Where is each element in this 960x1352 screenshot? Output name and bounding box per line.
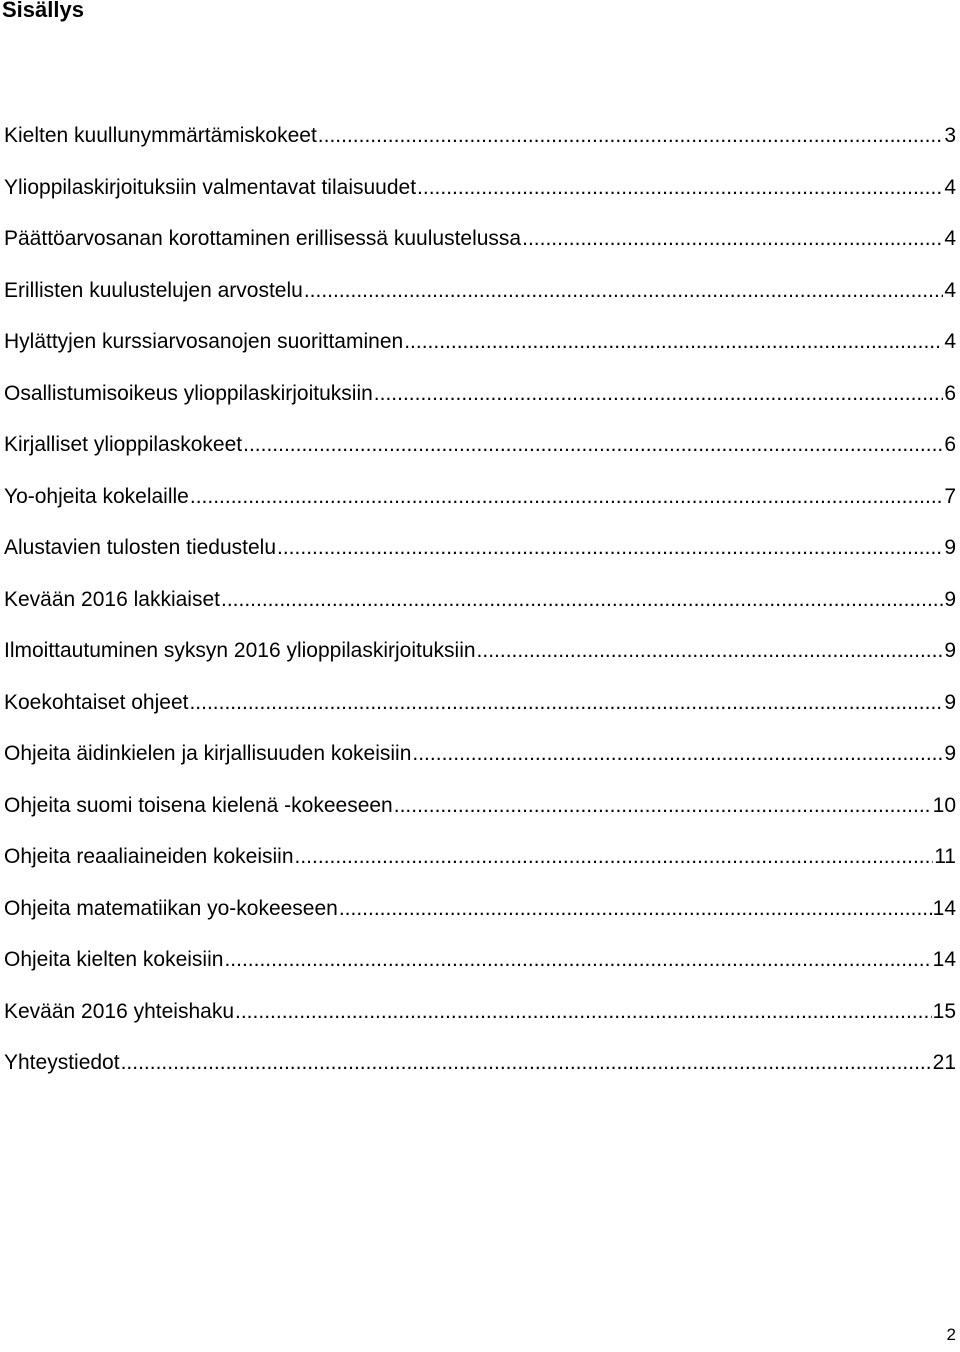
toc-entry-title: Osallistumisoikeus ylioppilaskirjoituksiin <box>4 381 373 405</box>
toc-dot-leader <box>304 271 943 311</box>
toc-entry[interactable] <box>4 837 956 889</box>
toc-dot-leader <box>477 631 944 671</box>
toc-dot-leader <box>374 374 944 414</box>
toc-entry[interactable] <box>4 271 956 323</box>
toc-entry[interactable] <box>4 374 956 426</box>
toc-entry-page: 14 <box>932 948 956 971</box>
toc-entry[interactable] <box>4 477 956 529</box>
toc-entry-title: Kielten kuullunymmärtämiskokeet <box>4 124 317 147</box>
toc-entry-page: 7 <box>944 484 956 508</box>
toc-dot-leader <box>243 425 943 465</box>
toc-entry-title: Ohjeita kielten kokeisiin <box>4 948 224 971</box>
toc-dot-leader <box>189 683 943 723</box>
toc-entry-title: Yhteystiedot <box>4 1051 120 1074</box>
toc-entry-title: Ohjeita matematiikan yo-kokeeseen <box>4 896 338 920</box>
toc-entry-page: 11 <box>934 845 956 868</box>
toc-entry[interactable] <box>4 940 956 992</box>
toc-entry-page: 9 <box>944 742 956 765</box>
toc-dot-leader <box>277 528 943 568</box>
toc-entry[interactable] <box>4 889 956 941</box>
toc-entry-page: 10 <box>932 793 956 817</box>
toc-entry[interactable] <box>4 631 956 683</box>
toc-entry[interactable] <box>4 168 956 220</box>
toc-entry-page: 6 <box>944 381 956 405</box>
toc-entry-title: Ilmoittautuminen syksyn 2016 ylioppilaskirjoituksiin <box>4 639 476 662</box>
toc-entry-title: Hylättyjen kurssiarvosanojen suorittaminen <box>4 330 404 353</box>
toc-entry-page: 4 <box>944 330 956 353</box>
toc-entry-title: Kevään 2016 yhteishaku <box>4 999 235 1023</box>
toc-entry-page: 9 <box>944 536 956 559</box>
toc-entry-page: 4 <box>944 227 956 250</box>
toc-heading: Sisällys <box>2 0 84 22</box>
toc-entry-page: 9 <box>944 639 956 662</box>
toc-entry-page: 15 <box>932 999 956 1023</box>
page-number: 2 <box>946 1325 956 1344</box>
toc-entry-title: Koekohtaiset ohjeet <box>4 690 189 714</box>
toc-entry-title: Ohjeita reaaliaineiden kokeisiin <box>4 845 294 868</box>
toc-entry-page: 14 <box>932 896 956 920</box>
toc-dot-leader <box>224 940 931 980</box>
toc-dot-leader <box>121 1043 932 1083</box>
toc-entry-title: Erillisten kuulustelujen arvostelu <box>4 278 303 302</box>
toc-entry[interactable] <box>4 1043 956 1095</box>
toc-dot-leader <box>190 477 943 517</box>
toc-entry-page: 4 <box>944 278 956 302</box>
toc-entry-title: Alustavien tulosten tiedustelu <box>4 536 277 559</box>
toc-entry[interactable] <box>4 786 956 838</box>
toc-entry-title: Päättöarvosanan korottaminen erillisessä kuulustelussa <box>4 227 522 250</box>
table-of-contents <box>4 116 956 1095</box>
toc-entry[interactable] <box>4 219 956 271</box>
toc-entry-page: 21 <box>932 1051 956 1074</box>
toc-entry-page: 3 <box>944 124 956 147</box>
toc-dot-leader <box>295 837 934 877</box>
toc-dot-leader <box>417 168 943 208</box>
toc-entry[interactable] <box>4 528 956 580</box>
toc-entry-page: 9 <box>944 587 956 611</box>
toc-entry-title: Ohjeita suomi toisena kielenä -kokeeseen <box>4 793 393 817</box>
toc-dot-leader <box>318 116 944 156</box>
toc-entry-page: 9 <box>944 690 956 714</box>
toc-dot-leader <box>404 322 943 362</box>
toc-dot-leader <box>394 786 932 826</box>
toc-entry-title: Ohjeita äidinkielen ja kirjallisuuden kokeisiin <box>4 742 412 765</box>
toc-entry-title: Kevään 2016 lakkiaiset <box>4 587 220 611</box>
toc-entry-title: Yo-ohjeita kokelaille <box>4 484 189 508</box>
toc-entry[interactable] <box>4 116 956 168</box>
toc-entry[interactable] <box>4 425 956 477</box>
toc-entry[interactable] <box>4 580 956 632</box>
toc-entry-title: Kirjalliset ylioppilaskokeet <box>4 433 243 456</box>
toc-entry[interactable] <box>4 992 956 1044</box>
toc-dot-leader <box>412 734 943 774</box>
toc-dot-leader <box>235 992 932 1032</box>
toc-entry-title: Ylioppilaskirjoituksiin valmentavat tilaisuudet <box>4 175 417 199</box>
toc-entry[interactable] <box>4 683 956 735</box>
toc-entry-page: 4 <box>944 175 956 199</box>
toc-dot-leader <box>339 889 932 929</box>
toc-dot-leader <box>221 580 943 620</box>
toc-entry[interactable] <box>4 734 956 786</box>
toc-entry-page: 6 <box>944 433 956 456</box>
toc-entry[interactable] <box>4 322 956 374</box>
toc-dot-leader <box>522 219 943 259</box>
